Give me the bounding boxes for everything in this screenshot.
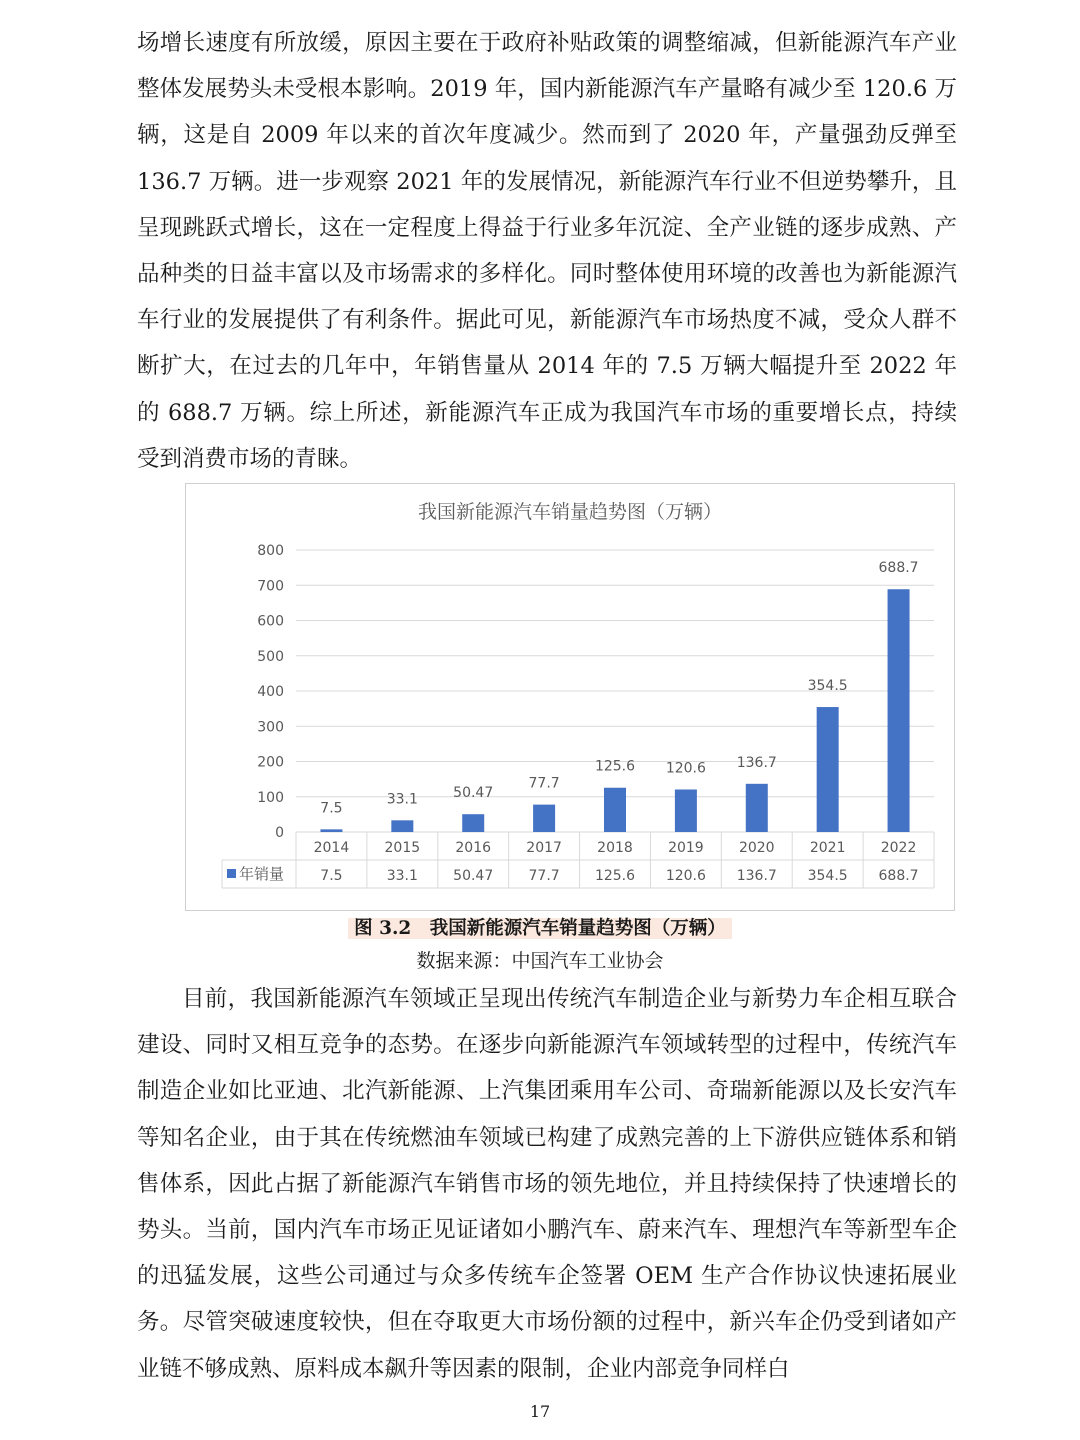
bar-data-label: 7.5 bbox=[320, 800, 343, 817]
page-number: 17 bbox=[529, 1402, 551, 1421]
bar bbox=[320, 829, 342, 832]
bar bbox=[888, 589, 910, 832]
x-tick-label: 2014 bbox=[313, 840, 350, 856]
bar-data-label: 120.6 bbox=[665, 760, 706, 777]
table-value-cell: 33.1 bbox=[386, 868, 418, 884]
y-tick-label: 500 bbox=[257, 648, 284, 665]
bar-data-label: 33.1 bbox=[386, 791, 418, 808]
y-tick-label: 300 bbox=[257, 719, 284, 736]
x-tick-label: 2021 bbox=[809, 840, 846, 856]
table-value-cell: 77.7 bbox=[528, 868, 560, 884]
bar bbox=[604, 788, 626, 832]
x-tick-label: 2018 bbox=[597, 840, 633, 856]
legend-label: 年销量 bbox=[239, 865, 285, 883]
x-tick-label: 2015 bbox=[384, 840, 421, 856]
x-tick-label: 2022 bbox=[880, 840, 917, 856]
bar bbox=[462, 814, 484, 832]
figure-caption bbox=[0, 914, 1080, 940]
chart-canvas bbox=[186, 484, 954, 910]
legend-swatch bbox=[227, 869, 236, 878]
x-tick-label: 2020 bbox=[738, 840, 775, 856]
y-tick-label: 200 bbox=[257, 754, 284, 771]
y-tick-label: 100 bbox=[257, 789, 284, 806]
y-tick-label: 0 bbox=[275, 825, 284, 841]
table-value-cell: 688.7 bbox=[878, 868, 919, 884]
y-tick-label: 700 bbox=[257, 578, 284, 595]
bar-data-label: 125.6 bbox=[594, 758, 636, 775]
bar bbox=[675, 789, 697, 832]
x-tick-label: 2019 bbox=[668, 840, 704, 856]
bar-data-label: 136.7 bbox=[736, 754, 777, 771]
bar bbox=[391, 820, 413, 832]
y-tick-label: 600 bbox=[257, 613, 284, 630]
x-tick-label: 2016 bbox=[455, 840, 492, 856]
bar bbox=[746, 784, 768, 832]
table-value-cell: 354.5 bbox=[807, 868, 848, 884]
table-value-cell: 125.6 bbox=[594, 868, 636, 884]
sales-trend-chart bbox=[185, 483, 955, 911]
body-paragraph-1: 场增长速度有所放缓，原因主要在于政府补贴政策的调整缩减，但新能源汽车产业整体发展势头未受根本影响。2019 年，国内新能源汽车产量略有减少至 120.6 万辆，这是自 2009 年以来的首次年度减少。然而到了 2020 年，产量强劲反弹至 136.7 万辆。进一步观察 2021 年的发展情况，新能源汽车行业不但逆势攀升，且呈现跳跃式增长，这在一定程度上得益于行业多年沉淀、全产业链的逐步成熟、产品种类的日益丰富以及市场需求的多样化。同时整体使用环境的改善也为新能源汽车行业的发展提供了有利条件。据此可见，新能源汽车市场热度不减，受众人群不断扩大，在过去的几年中，年销售量从 2014 年的 7.5 万辆大幅提升至 2022 年的 688.7 万辆。综上所述，新能源汽车正成为我国汽车市场的重要增长点，持续受到消费市场的青睐。 bbox=[137, 30, 957, 472]
table-value-cell: 7.5 bbox=[320, 868, 343, 884]
bar bbox=[533, 805, 555, 832]
figure-caption-text: 图 3.2 我国新能源汽车销量趋势图（万辆） bbox=[348, 918, 732, 939]
y-tick-label: 400 bbox=[257, 684, 284, 700]
table-value-cell: 50.47 bbox=[453, 868, 494, 884]
bar-data-label: 354.5 bbox=[807, 678, 848, 695]
table-value-cell: 136.7 bbox=[736, 868, 777, 884]
x-tick-label: 2017 bbox=[526, 840, 562, 856]
bar-data-label: 77.7 bbox=[528, 775, 560, 792]
bar bbox=[817, 707, 839, 832]
bar-data-label: 688.7 bbox=[878, 560, 919, 577]
figure-source: 数据来源：中国汽车工业协会 bbox=[416, 950, 664, 972]
chart-title: 我国新能源汽车销量趋势图（万辆） bbox=[417, 501, 723, 523]
table-value-cell: 120.6 bbox=[665, 868, 706, 884]
bar-data-label: 50.47 bbox=[453, 785, 494, 802]
body-paragraph-2: 目前，我国新能源汽车领域正呈现出传统汽车制造企业与新势力车企相互联合建设、同时又相互竞争的态势。在逐步向新能源汽车领域转型的过程中，传统汽车制造企业如比亚迪、北汽新能源、上汽集团乘用车公司、奇瑞新能源以及长安汽车等知名企业，由于其在传统燃油车领域已构建了成熟完善的上下游供应链体系和销售体系，因此占据了新能源汽车销售市场的领先地位，并且持续保持了快速增长的势头。当前，国内汽车市场正见证诸如小鹏汽车、蔚来汽车、理想汽车等新型车企的迅猛发展，这些公司通过与众多传统车企签署 OEM 生产合作协议快速拓展业务。尽管突破速度较快，但在夺取更大市场份额的过程中，新兴车企仍受到诸如产业链不够成熟、原料成本飙升等因素的限制，企业内部竞争同样白 bbox=[137, 986, 957, 1382]
y-tick-label: 800 bbox=[257, 543, 284, 559]
